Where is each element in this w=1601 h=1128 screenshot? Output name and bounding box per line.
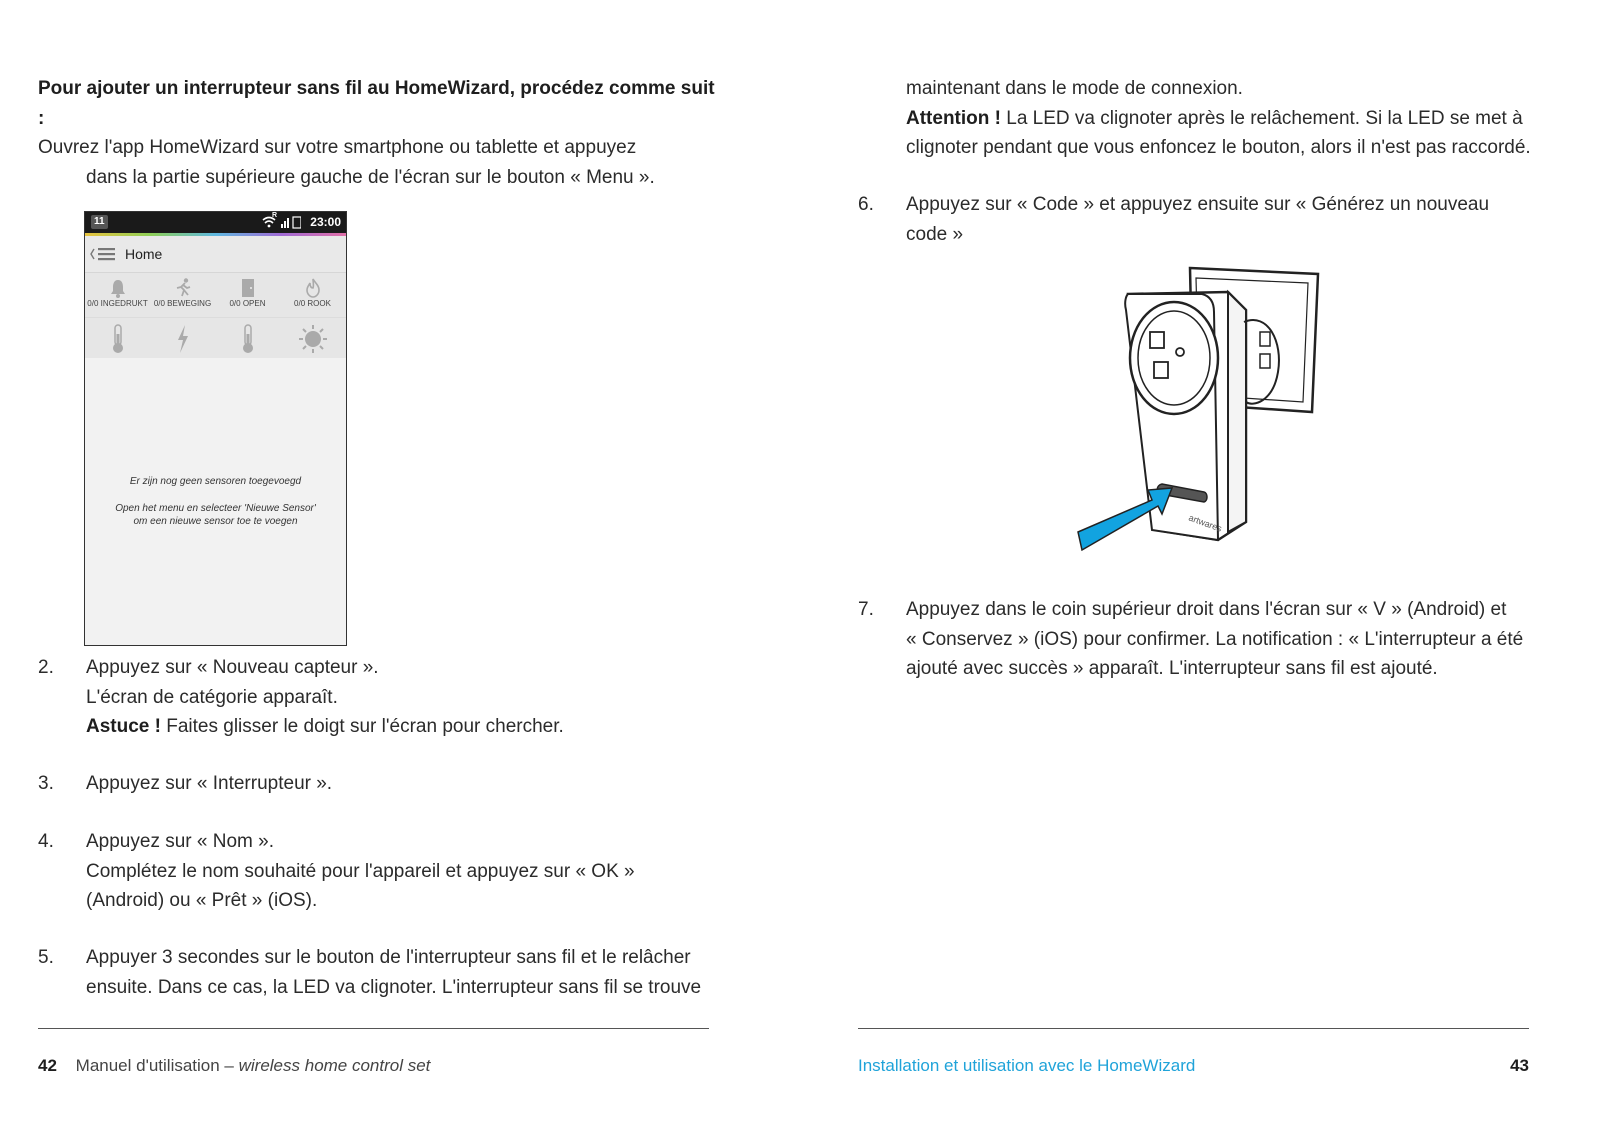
sensor-cell-temperature-2[interactable] bbox=[215, 318, 280, 362]
step-line: Appuyer 3 secondes sur le bouton de l'interrupteur sans fil et le relâcher bbox=[86, 947, 691, 968]
flame-icon bbox=[302, 277, 324, 299]
intro-line-2: dans la partie supérieure gauche de l'écran sur le bouton « Menu ». bbox=[86, 166, 655, 188]
attention-label: Attention ! bbox=[906, 107, 1001, 129]
empty-state-hint bbox=[95, 502, 336, 528]
footer-section-title: Installation et utilisation avec le HomeWizard bbox=[858, 1056, 1196, 1075]
footer-left bbox=[38, 1055, 430, 1077]
status-badge: 11 bbox=[91, 215, 108, 229]
footer-title-italic: wireless home control set bbox=[238, 1056, 431, 1075]
empty-state-message: Er zijn nog geen sensoren toegevoegd bbox=[129, 476, 302, 487]
footer-rule bbox=[38, 1028, 709, 1029]
step-line: Appuyez dans le coin supérieur droit dans l'écran sur « V » (Android) et bbox=[906, 599, 1507, 620]
thermometer-icon bbox=[111, 324, 125, 354]
door-icon bbox=[237, 277, 259, 299]
app-title: Home bbox=[125, 246, 163, 262]
sensor-row-2 bbox=[85, 318, 346, 358]
step-5 bbox=[38, 943, 738, 1003]
step-body bbox=[86, 943, 736, 1002]
step-number: 6. bbox=[858, 194, 874, 215]
footer-title-text: Manuel d'utilisation – bbox=[75, 1056, 239, 1075]
sensor-label: 0/0 OPEN bbox=[229, 299, 266, 308]
step-line: L'écran de catégorie apparaît. bbox=[86, 686, 338, 708]
sensor-row bbox=[85, 273, 346, 318]
intro-line-1: Ouvrez l'app HomeWizard sur votre smartphone ou tablette et appuyez bbox=[38, 137, 637, 158]
step-number: 7. bbox=[858, 599, 874, 620]
tip-label: Astuce ! bbox=[86, 716, 161, 737]
page-number: 42 bbox=[38, 1056, 57, 1075]
running-person-icon bbox=[172, 277, 194, 299]
step-body bbox=[906, 190, 1566, 249]
step-line: Appuyez sur « Nouveau capteur ». bbox=[86, 657, 379, 678]
sensor-cell-rook[interactable] bbox=[280, 273, 345, 317]
menu-icon[interactable] bbox=[90, 246, 116, 262]
attention-line bbox=[906, 104, 1586, 134]
intro-paragraph bbox=[38, 133, 718, 192]
step-line: (Android) ou « Prêt » (iOS). bbox=[86, 890, 318, 911]
right-page bbox=[800, 0, 1601, 1128]
status-clock: 23:00 bbox=[310, 215, 341, 229]
bell-icon bbox=[107, 277, 129, 299]
step-number: 3. bbox=[38, 773, 54, 794]
step-number: 5. bbox=[38, 947, 54, 968]
step-number: 4. bbox=[38, 831, 54, 852]
step-7 bbox=[858, 595, 1588, 685]
lightning-icon bbox=[175, 324, 191, 354]
sensor-label: 0/0 ROOK bbox=[294, 299, 331, 308]
signal-icon bbox=[261, 215, 301, 234]
sensor-label: 0/0 BEWEGING bbox=[153, 299, 212, 308]
step-line: ajouté avec succès » apparaît. L'interrupteur sans fil est ajouté. bbox=[906, 658, 1438, 679]
step-line: ensuite. Dans ce cas, la LED va clignoter. L'interrupteur sans fil se trouve bbox=[86, 976, 702, 998]
empty-hint-line-1: Open het menu en selecteer 'Nieuwe Sensor' bbox=[115, 503, 316, 514]
status-signal-label: R bbox=[271, 212, 277, 219]
phone-screenshot bbox=[84, 211, 347, 646]
step-body bbox=[86, 653, 706, 742]
sensor-label: 0/0 INGEDRUKT bbox=[87, 299, 148, 308]
sun-icon bbox=[298, 324, 328, 354]
step-number: 2. bbox=[38, 657, 54, 678]
sensor-cell-open[interactable] bbox=[215, 273, 280, 317]
app-bar bbox=[85, 236, 346, 273]
empty-hint-line-2: om een nieuwe sensor toe te voegen bbox=[133, 516, 298, 527]
attention-line-2: clignoter pendant que vous enfoncez le bouton, alors il n'est pas raccordé. bbox=[906, 137, 1531, 158]
step-body bbox=[906, 595, 1586, 684]
step-body bbox=[86, 827, 706, 916]
plug-brand-label: artwares bbox=[1187, 512, 1224, 534]
step-4 bbox=[38, 827, 738, 917]
step-line: « Conservez » (iOS) pour confirmer. La notification : « L'interrupteur a été bbox=[906, 628, 1524, 650]
thermometer-icon bbox=[241, 324, 255, 354]
step-2 bbox=[38, 653, 738, 743]
tip-line bbox=[86, 712, 706, 742]
step-line: Appuyez sur « Code » et appuyez ensuite sur « Générez un nouveau bbox=[906, 194, 1490, 215]
page-number: 43 bbox=[1510, 1056, 1529, 1075]
section-heading: Pour ajouter un interrupteur sans fil au HomeWizard, procédez comme suit : bbox=[38, 78, 715, 129]
continued-paragraph bbox=[906, 74, 1586, 163]
step-line: code » bbox=[906, 223, 964, 245]
sensor-cell-beweging[interactable] bbox=[150, 273, 215, 317]
sensor-cell-light[interactable] bbox=[280, 318, 345, 362]
tip-text: Faites glisser le doigt sur l'écran pour chercher. bbox=[160, 716, 564, 737]
left-page bbox=[0, 0, 800, 1128]
step-line: Appuyez sur « Nom ». bbox=[86, 831, 274, 852]
step-3 bbox=[38, 769, 738, 799]
footer-title bbox=[76, 1056, 431, 1075]
step-body bbox=[86, 769, 706, 799]
step-6 bbox=[858, 190, 1578, 250]
footer-rule bbox=[858, 1028, 1529, 1029]
sensor-cell-ingedrukt[interactable] bbox=[85, 273, 150, 317]
step-line: Complétez le nom souhaité pour l'appareil et appuyez sur « OK » bbox=[86, 860, 635, 882]
sensor-cell-temperature[interactable] bbox=[85, 318, 150, 362]
status-bar bbox=[85, 212, 346, 233]
plug-illustration bbox=[1068, 262, 1328, 562]
continued-line: maintenant dans le mode de connexion. bbox=[906, 78, 1243, 99]
step-line: Appuyez sur « Interrupteur ». bbox=[86, 773, 333, 794]
sensor-cell-energy[interactable] bbox=[150, 318, 215, 362]
attention-text: La LED va clignoter après le relâchement. Si la LED se met à bbox=[1000, 107, 1523, 129]
